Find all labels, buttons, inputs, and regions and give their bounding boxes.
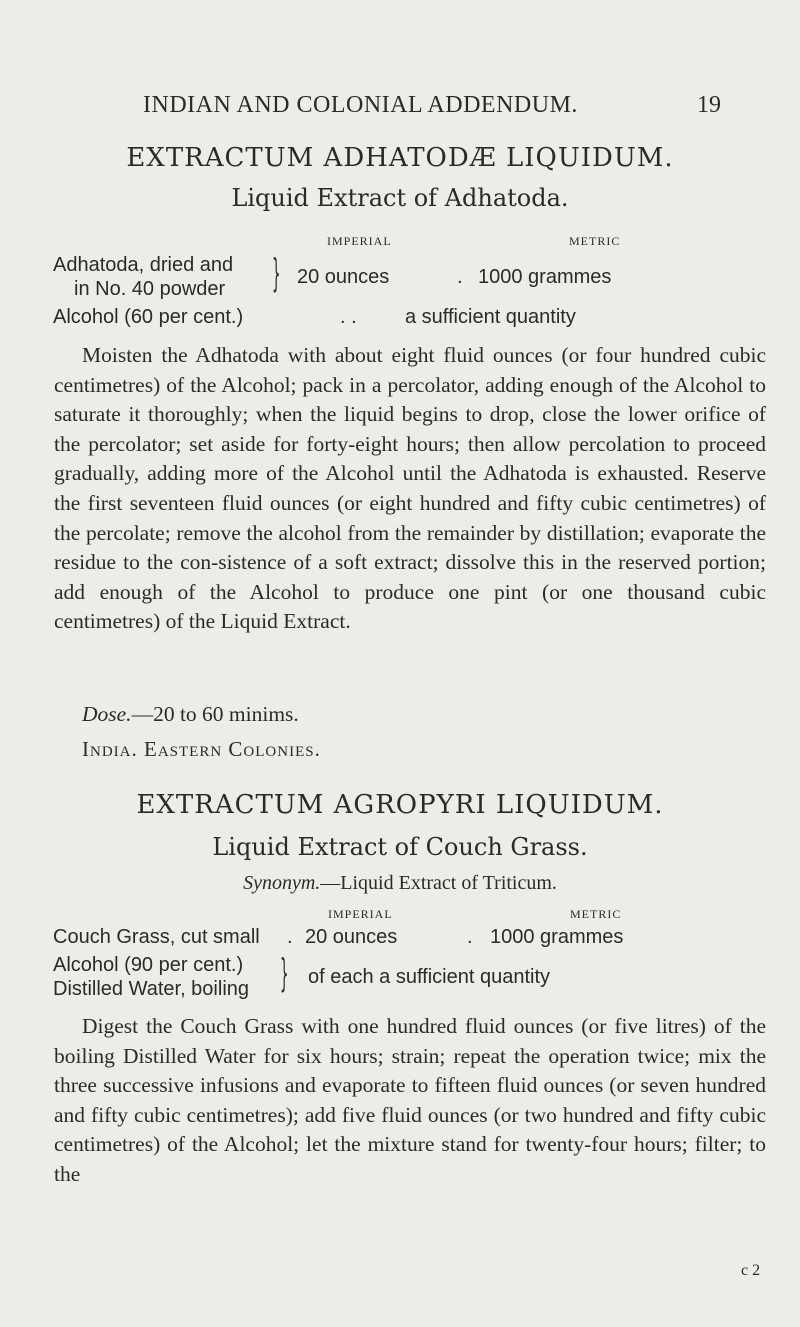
section1-ingredient1-dot: . — [457, 266, 463, 288]
section1-brace: } — [272, 251, 281, 295]
synonym-label: Synonym. — [243, 872, 321, 894]
page-number: 19 — [697, 92, 721, 118]
section2-ingredient1-dot2: . — [467, 926, 473, 948]
section2-ingredient1-dot1: . — [287, 926, 293, 948]
section1-ingredient2-dots: . . — [340, 306, 357, 328]
section2-ingredient23-quantity: of each a sufficient quantity — [308, 966, 551, 988]
section2-ingredient1-metric: 1000 grammes — [490, 926, 624, 948]
section1-regions: India. Eastern Colonies. — [82, 737, 321, 761]
section2-brace: } — [280, 951, 289, 995]
signature-mark: c 2 — [741, 1262, 761, 1279]
section2-synonym — [0, 872, 800, 895]
section2-ingredient2-name: Alcohol (90 per cent.) — [53, 954, 244, 976]
section2-method: Digest the Couch Grass with one hundred fluid ounces (or five litres) of the boiling Distilled Water for six hours; strain; repeat the operation twice; mix the three successive infusions and evaporate to fifteen fluid ounces (or seven hundred and fifty cubic centimetres); add five fluid ounces (or two hundred and fifty cubic centimetres) of the Alcohol; let the mixture stand for twenty-four hours; filter; to the — [54, 1014, 766, 1186]
section1-ingredient1-line1: Adhatoda, dried and — [53, 254, 234, 276]
section1-ingredient1-metric: 1000 grammes — [478, 266, 612, 288]
section2-subtitle: Liquid Extract of Couch Grass. — [212, 833, 588, 861]
section1-ingredient2-name: Alcohol (60 per cent.) — [53, 306, 244, 328]
section2-ingredient1-imperial: 20 ounces — [305, 926, 398, 948]
dose-label: Dose. — [82, 702, 132, 726]
section1-ingredient1-line2: in No. 40 powder — [74, 278, 226, 300]
section1-title: EXTRACTUM ADHATODÆ LIQUIDUM. — [126, 143, 674, 173]
synonym-value: —Liquid Extract of Triticum. — [320, 872, 557, 894]
section2-title: EXTRACTUM AGROPYRI LIQUIDUM. — [136, 790, 664, 820]
section2-ingredient1-name: Couch Grass, cut small — [53, 926, 260, 948]
section1-col-imperial: IMPERIAL — [327, 234, 392, 248]
section2-ingredient3-name: Distilled Water, boiling — [53, 978, 250, 1000]
section1-method: Moisten the Adhatoda with about eight fluid ounces (or four hundred cubic centimetres) of the Alcohol; pack in a percolator, adding enough of the Alcohol to saturate it thoroughly; when the liquid begins to drop, close the lower orifice of the percolator; set aside for forty-eight hours; then allow percolation to proceed gradually, adding more of the Alcohol until the Adhatoda is exhausted. Reserve the first seventeen fluid ounces (or eight hundred and fifty cubic centimetres) of the percolate; remove the alcohol from the remainder by distillation; evaporate the residue to the con-sistence of a soft extract; dissolve this in the reserved portion; add enough of the Alcohol to produce one pint (or one thousand cubic centimetres) of the Liquid Extract. — [54, 343, 766, 634]
section1-dose — [82, 702, 299, 727]
running-title: INDIAN AND COLONIAL ADDENDUM. — [143, 92, 578, 118]
section1-ingredient1-imperial: 20 ounces — [297, 266, 390, 288]
section2-col-imperial: IMPERIAL — [328, 907, 393, 921]
section1-col-metric: METRIC — [569, 234, 621, 248]
dose-value: —20 to 60 minims. — [131, 702, 299, 726]
running-head — [0, 92, 800, 122]
section1-ingredient2-quantity: a sufficient quantity — [405, 306, 576, 328]
section1-subtitle: Liquid Extract of Adhatoda. — [231, 184, 569, 212]
section2-col-metric: METRIC — [570, 907, 622, 921]
